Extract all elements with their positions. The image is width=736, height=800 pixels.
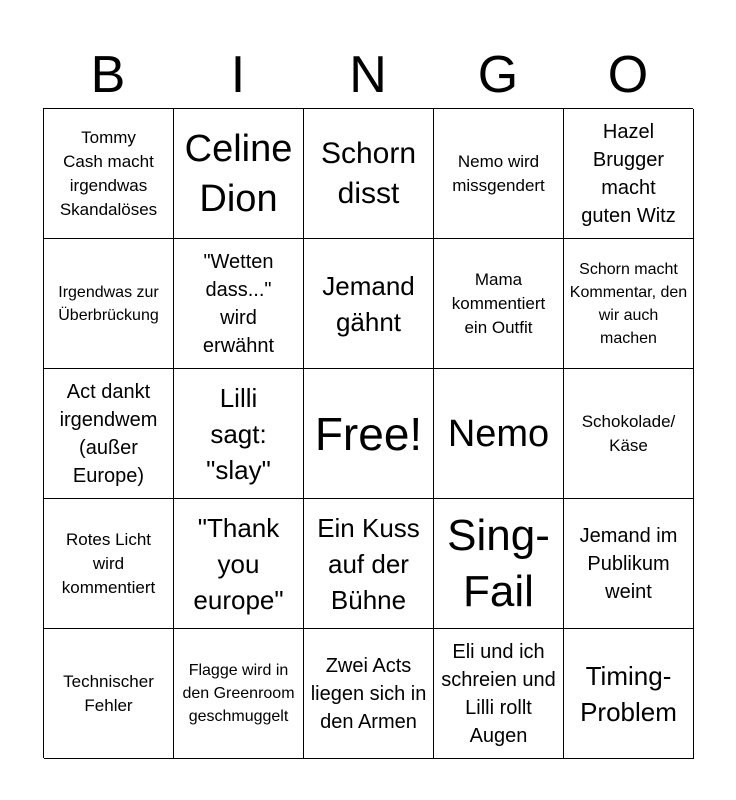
cell-text: Nemo wird missgendert (452, 151, 545, 195)
bingo-cell[interactable] (304, 499, 434, 629)
bingo-grid (43, 108, 693, 758)
cell-text: Free! (314, 407, 423, 460)
cell-text: "Thank you europe" (193, 512, 284, 615)
cell-text: Rotes Licht wird kommentiert (61, 529, 156, 597)
bingo-cell[interactable] (304, 239, 434, 369)
header-letter-i: I (230, 46, 246, 104)
cell-text: Jemand im Publikum weint (579, 524, 678, 603)
bingo-cell[interactable] (44, 629, 174, 759)
bingo-cell[interactable] (174, 239, 304, 369)
cell-text: Celine Dion (184, 127, 293, 220)
bingo-cell[interactable] (174, 499, 304, 629)
bingo-cell[interactable] (434, 499, 564, 629)
bingo-cell[interactable] (174, 629, 304, 759)
bingo-cell[interactable] (304, 109, 434, 239)
bingo-cell[interactable] (434, 239, 564, 369)
cell-text: "Wetten dass..." wird erwähnt (202, 250, 275, 357)
cell-text: Mama kommentiert ein Outfit (451, 269, 546, 337)
bingo-cell[interactable] (44, 499, 174, 629)
cell-text: Flagge wird in den Greenroom geschmuggelt (182, 662, 295, 725)
cell-text: Tommy Cash macht irgendwas Skandalöses (59, 127, 158, 219)
bingo-cell[interactable] (434, 629, 564, 759)
cell-text: Schorn disst (320, 136, 417, 210)
bingo-cell[interactable] (564, 499, 694, 629)
cell-text: Lilli sagt: "slay" (206, 382, 271, 485)
cell-text: Timing-Problem (580, 660, 677, 727)
cell-text: Hazel Brugger macht guten Witz (581, 120, 676, 227)
bingo-cell[interactable] (564, 629, 694, 759)
bingo-cell[interactable] (44, 239, 174, 369)
bingo-cell[interactable] (174, 369, 304, 499)
cell-text: Schorn macht Kommentar, den wir auch machen (569, 260, 688, 347)
cell-text: Nemo (447, 412, 550, 455)
cell-text: Jemand gähnt (322, 270, 415, 337)
bingo-cell[interactable] (44, 109, 174, 239)
bingo-header (43, 42, 693, 108)
bingo-cell[interactable] (564, 239, 694, 369)
bingo-cell[interactable] (434, 369, 564, 499)
header-letter-g: G (477, 46, 519, 104)
bingo-cell[interactable] (304, 629, 434, 759)
bingo-cell[interactable] (304, 369, 434, 499)
bingo-cell[interactable] (44, 369, 174, 499)
bingo-cell[interactable] (174, 109, 304, 239)
cell-text: Zwei Acts liegen sich in den Armen (310, 654, 427, 733)
cell-text: Schokolade/ Käse (581, 411, 676, 455)
cell-text: Irgendwas zur Überbrückung (58, 283, 159, 324)
header-letter-b: B (90, 46, 126, 104)
header-letter-n: N (349, 46, 387, 104)
bingo-cell[interactable] (564, 369, 694, 499)
bingo-cell[interactable] (564, 109, 694, 239)
cell-text: Technischer Fehler (63, 671, 154, 715)
cell-text: Eli und ich schreien und Lilli rollt Augen (441, 640, 556, 747)
cell-text: Sing-Fail (447, 510, 550, 616)
header-letter-o: O (607, 46, 649, 104)
cell-text: Ein Kuss auf der Bühne (317, 512, 420, 615)
cell-text: Act dankt irgendwem (außer Europe) (59, 380, 158, 487)
bingo-cell[interactable] (434, 109, 564, 239)
